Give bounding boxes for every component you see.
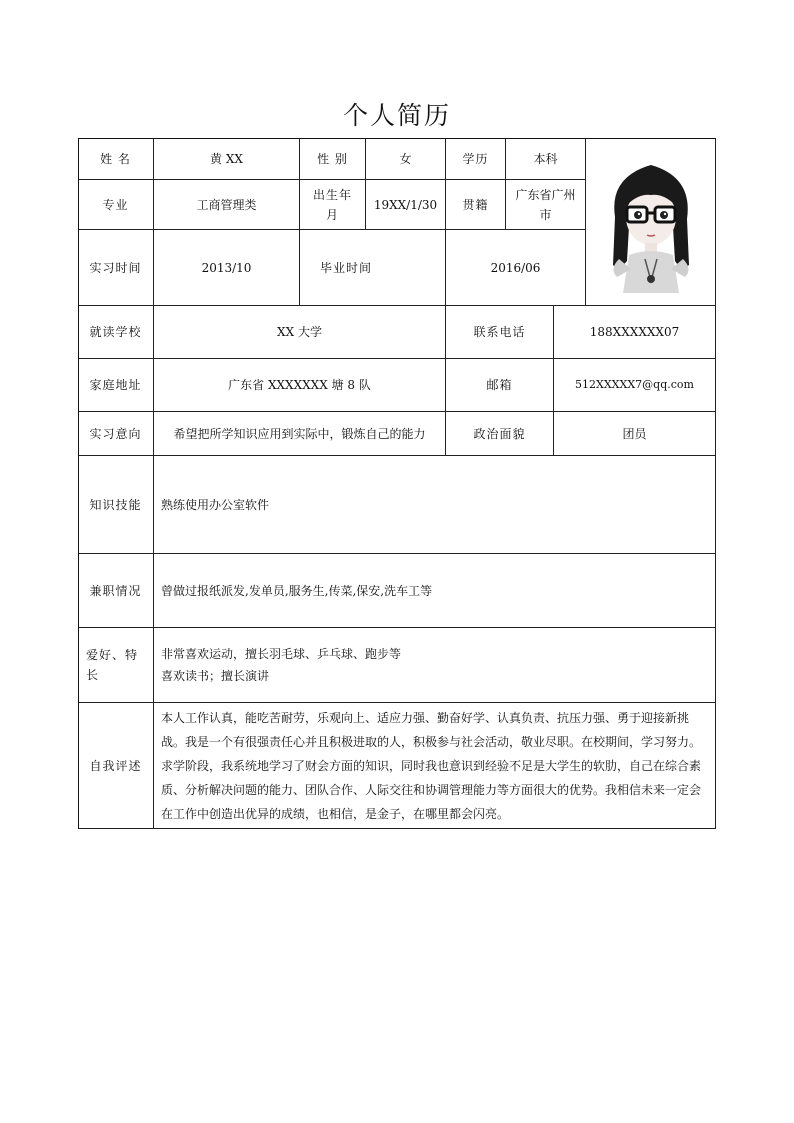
political-label: 政治面貌: [446, 412, 554, 456]
self-assessment-value: 本人工作认真，能吃苦耐劳，乐观向上、适应力强、勤奋好学、认真负责、抗压力强、勇于迎接新挑战。我是一个有很强责任心并且积极进取的人，积极参与社会活动，敬业尽职。在校期间，学习努力。求学阶段，我系统地学习了财会方面的知识，同时我也意识到经验不足是大学生的软肋，自己在综合素质、分析解决问题的能力、团队合作、人际交往和协调管理能力等方面很大的优势。我相信未来一定会在工作中创造出优异的成绩，也相信，是金子，在哪里都会闪亮。: [154, 703, 716, 829]
skills-value: 熟练使用办公室软件: [154, 456, 716, 554]
name-value: 黄 XX: [154, 138, 300, 180]
political-value: 团员: [554, 412, 716, 456]
hobby-line-2: 喜欢读书；擅长演讲: [161, 669, 270, 683]
parttime-value: 曾做过报纸派发,发单员,服务生,传菜,保安,洗车工等: [154, 554, 716, 628]
self-assessment-label: 自我评述: [78, 703, 154, 829]
school-value: XX 大学: [154, 306, 446, 359]
school-label: 就读学校: [78, 306, 154, 359]
parttime-label: 兼职情况: [78, 554, 154, 628]
intent-value: 希望把所学知识应用到实际中，锻炼自己的能力: [154, 412, 446, 456]
phone-value: 188XXXXXX07: [554, 306, 716, 359]
skills-label: 知识技能: [78, 456, 154, 554]
page-title: 个人简历: [342, 101, 451, 130]
profile-photo: [586, 138, 716, 306]
resume-table: [78, 138, 716, 829]
gender-label: 性 别: [300, 138, 366, 180]
origin-label: 贯籍: [446, 180, 506, 230]
address-label: 家庭地址: [78, 359, 154, 412]
cartoon-girl-portrait-icon: [595, 147, 707, 297]
intent-label: 实习意向: [78, 412, 154, 456]
education-value: 本科: [506, 138, 586, 180]
graduation-time-label: 毕业时间: [300, 230, 446, 306]
origin-value: 广东省广州市: [506, 180, 586, 230]
birth-label: 出生年月: [300, 180, 366, 230]
email-label: 邮箱: [446, 359, 554, 412]
name-label: 姓 名: [78, 138, 154, 180]
email-value: 512XXXXX7@qq.com: [554, 359, 716, 412]
major-label: 专业: [78, 180, 154, 230]
address-value: 广东省 XXXXXXX 塘 8 队: [154, 359, 446, 412]
hobby-line-1: 非常喜欢运动，擅长羽毛球、乒乓球、跑步等: [161, 647, 402, 661]
education-label: 学历: [446, 138, 506, 180]
intern-time-label: 实习时间: [78, 230, 154, 306]
hobby-label: 爱好、特长: [78, 628, 154, 703]
gender-value: 女: [366, 138, 446, 180]
birth-value: 19XX/1/30: [366, 180, 446, 230]
intern-time-value: 2013/10: [154, 230, 300, 306]
major-value: 工商管理类: [154, 180, 300, 230]
graduation-time-value: 2016/06: [446, 230, 586, 306]
hobby-value: [154, 628, 716, 703]
phone-label: 联系电话: [446, 306, 554, 359]
